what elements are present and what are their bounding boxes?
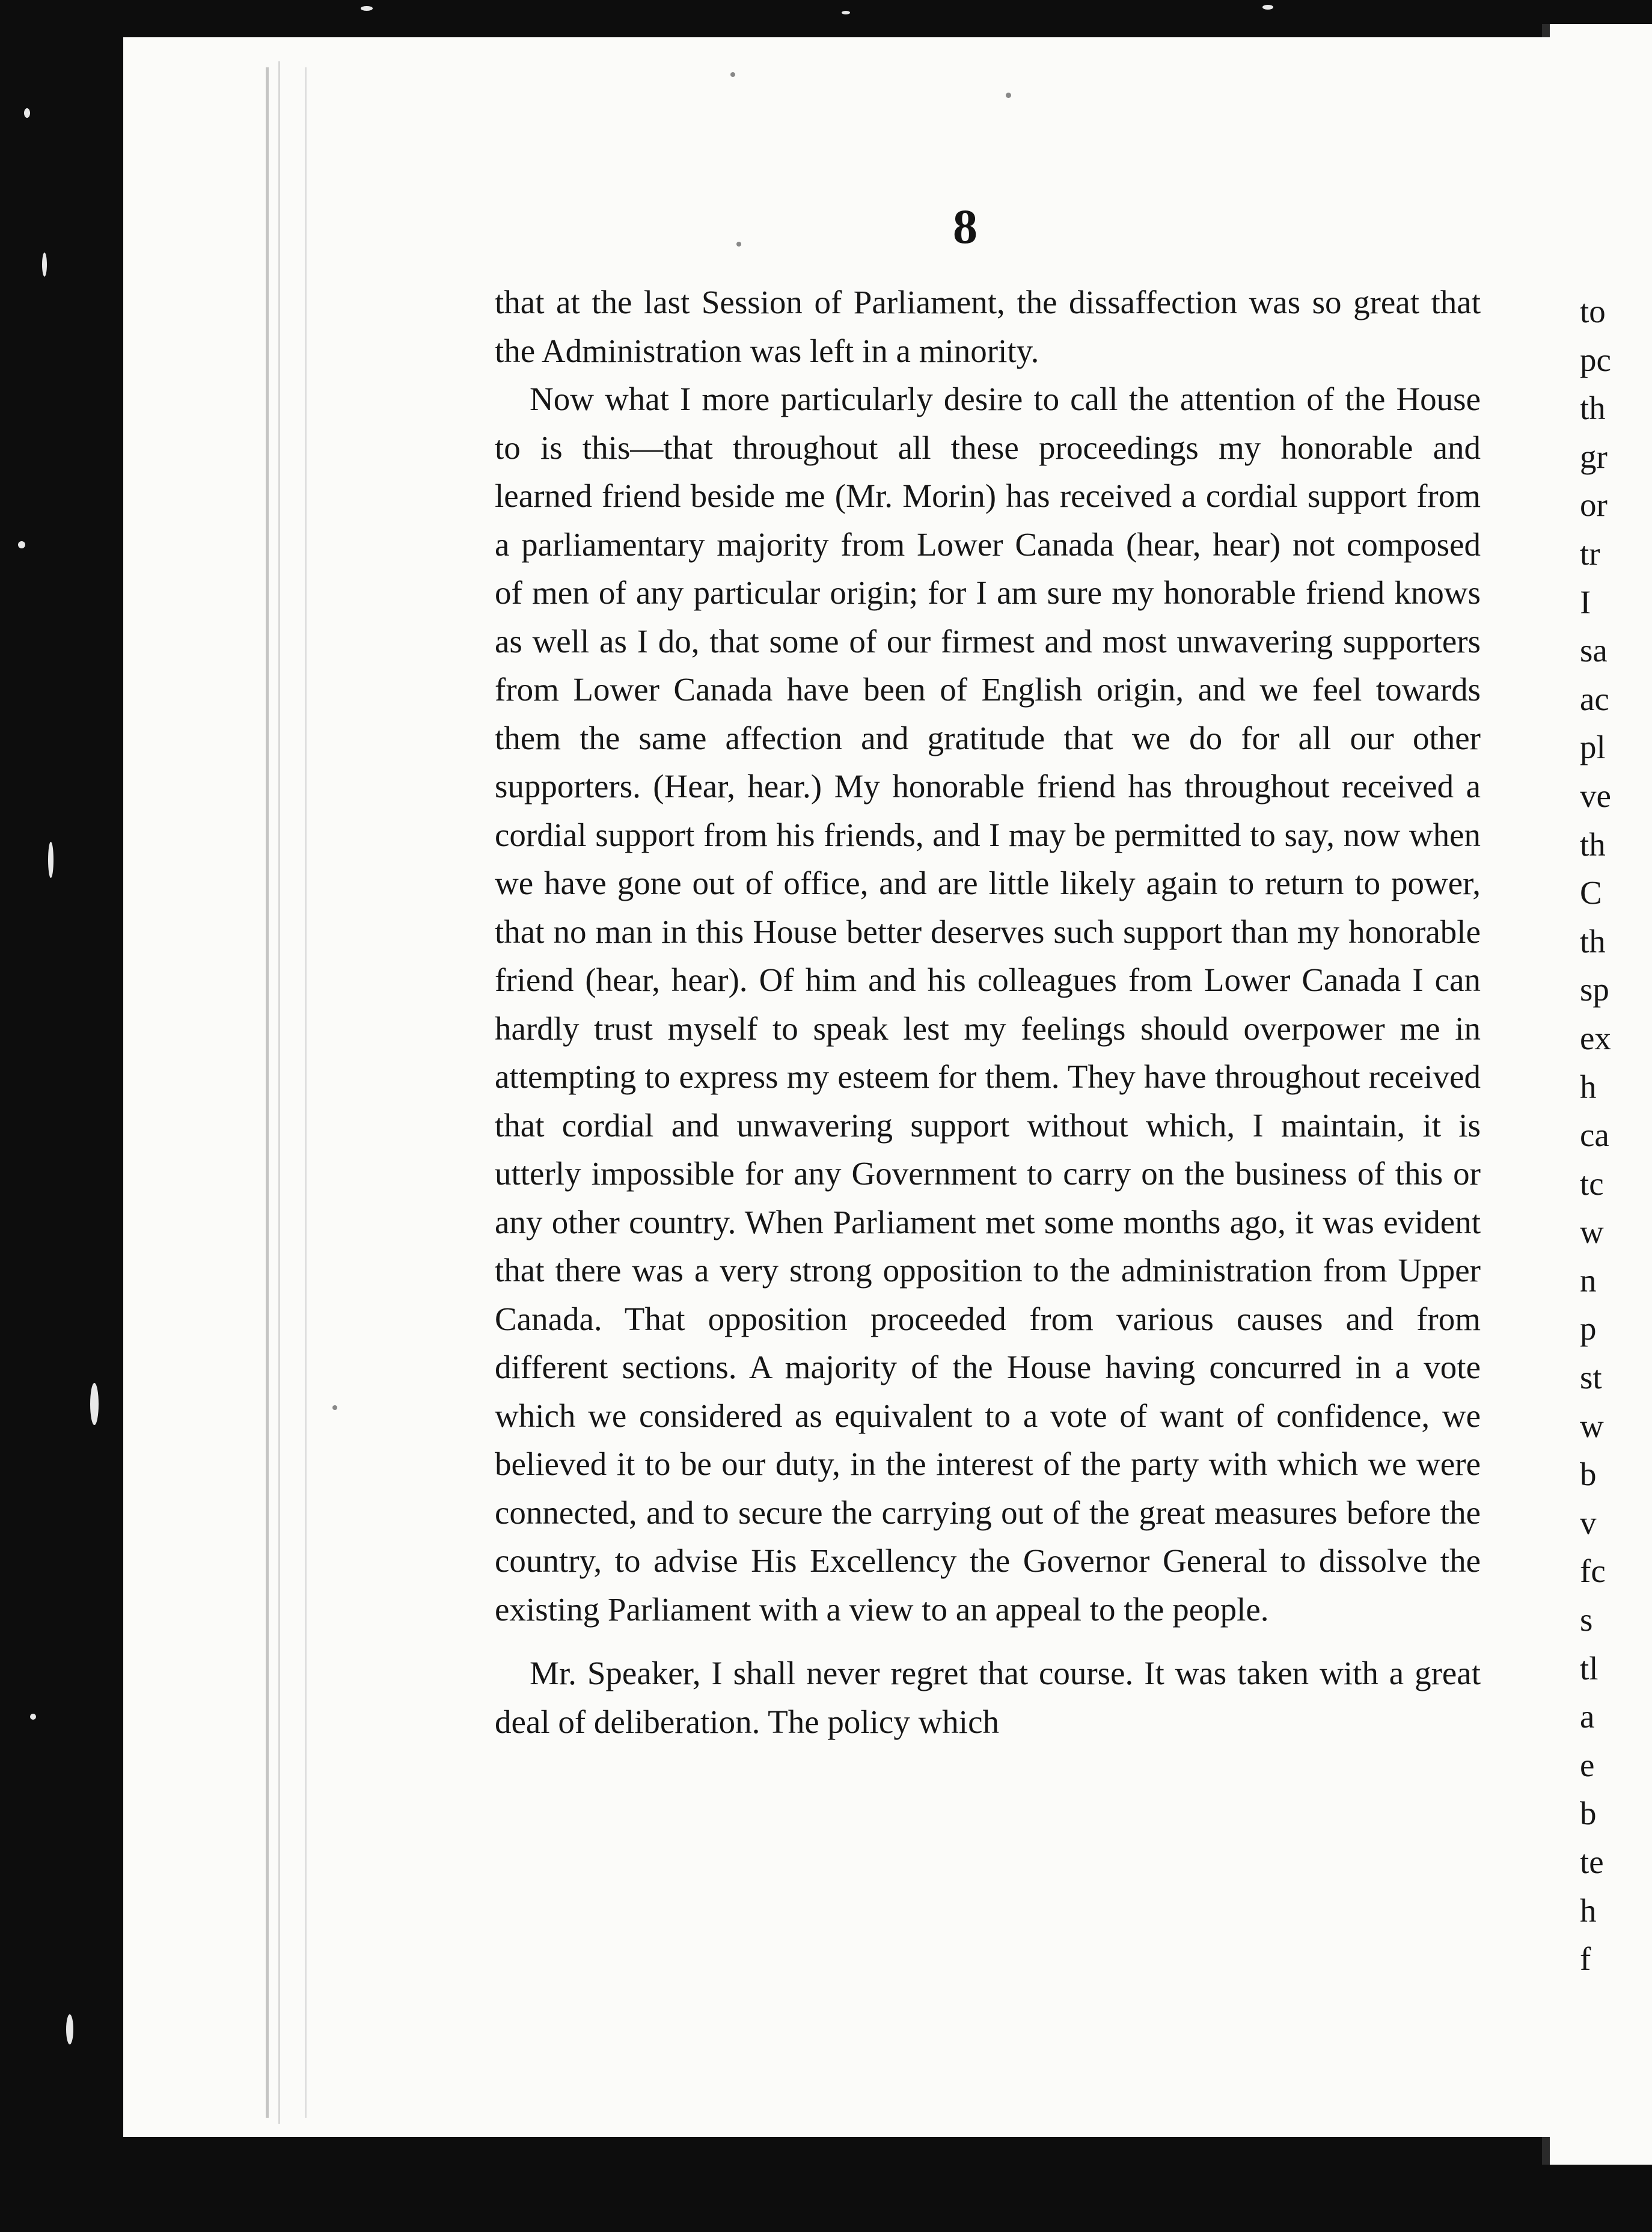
scan-speck (42, 253, 47, 277)
facing-page-line: v (1580, 1504, 1597, 1541)
ink-fleck (730, 72, 735, 77)
facing-page-line: pl (1580, 729, 1606, 766)
facing-page-line: w (1580, 1407, 1604, 1444)
ink-fleck (736, 242, 741, 247)
facing-page-line: h (1580, 1068, 1597, 1105)
scan-speck (90, 1383, 99, 1425)
facing-page-line: b (1580, 1456, 1597, 1493)
facing-page-line: tr (1580, 535, 1600, 572)
facing-page-line: pc (1580, 341, 1611, 378)
body-text (495, 278, 1481, 1746)
page-number: 8 (953, 199, 977, 254)
paragraph: Now what I more particularly desire to call the attention of the House to is this—that throughout all these proceedings my honorable and learned friend beside me (Mr. Morin) has received a cordial support from a parliamentary majority from Lower Canada (hear, hear) not composed of men of any particular origin; for I am sure my honorable friend knows as well as I do, that some of our firmest and most unwavering supporters from Lower Canada have been of English origin, and we feel towards them the same affection and gratitude that we do for all our other supporters. (Hear, hear.) My honorable friend has throughout received a cordial support from his friends, and I may be permitted to say, now when we have gone out of office, and are little likely again to return to power, that no man in this House better deserves such support than my honorable friend (hear, hear). Of him and his colleagues from Lower Canada I can hardly trust myself to speak lest my feelings should overpower me in attempting to express my esteem for them. They have throughout received that cordial and unwavering support without which, I maintain, it is utterly impossible for any Government to carry on the business of this or any other country. When Parliament met some months ago, it was evident that there was a very strong opposition to the administration from Upper Canada. That opposition proceeded from various causes and from different sections. A majority of the House having concurred in a vote which we considered as equivalent to a vote of want of confidence, we believed it to be our duty, in the interest of the party with which we were connected, and to secure the carrying out of the great measures before the country, to advise His Excellency the Governor General to dissolve the existing Parliament with a view to an appeal to the people. (495, 381, 1481, 1628)
facing-page-line: th (1580, 390, 1606, 427)
facing-page-line: gr (1580, 438, 1608, 475)
facing-page-line: ac (1580, 680, 1609, 717)
facing-page-text (1580, 287, 1611, 1984)
ink-fleck (332, 1405, 337, 1410)
facing-page-line: or (1580, 486, 1608, 524)
scan-speck (361, 6, 373, 11)
facing-page-line: te (1580, 1844, 1604, 1880)
facing-page-line: tl (1580, 1649, 1598, 1687)
facing-page-line: th (1580, 826, 1606, 863)
facing-page-line: th (1580, 922, 1606, 960)
scan-speck (24, 108, 30, 118)
facing-page-line: I (1580, 583, 1591, 621)
facing-page-line: sp (1580, 971, 1609, 1008)
facing-page-line: p (1580, 1310, 1597, 1347)
facing-page-line: C (1580, 874, 1602, 912)
scan-speck (842, 11, 850, 14)
scan-speck (48, 842, 54, 878)
facing-page-line: tc (1580, 1165, 1604, 1202)
facing-page-line: to (1580, 293, 1606, 330)
facing-page-line: w (1580, 1213, 1604, 1251)
paragraph: Mr. Speaker, I shall never regret that course. It was taken with a great deal of deliberation. The policy which (495, 1655, 1481, 1740)
ink-fleck (1006, 93, 1011, 98)
facing-page-line: ca (1580, 1117, 1609, 1154)
scan-speck (30, 1714, 36, 1720)
facing-page-line: h (1580, 1892, 1597, 1929)
facing-page-line: b (1580, 1795, 1597, 1832)
scan-speck (18, 541, 25, 548)
paragraph: that at the last Session of Parliament, the dissaffection was so great that the Administration was left in a minority. (495, 284, 1481, 369)
facing-page-line: fc (1580, 1553, 1606, 1590)
scan-speck (1262, 5, 1273, 10)
facing-page-line: f (1580, 1940, 1591, 1978)
facing-page-line: a (1580, 1698, 1595, 1735)
scan-speck (66, 2014, 73, 2044)
facing-page-line: ve (1580, 777, 1611, 814)
facing-page-line: e (1580, 1746, 1595, 1783)
page-fold-line (278, 61, 304, 2124)
facing-page-line: s (1580, 1601, 1593, 1639)
facing-page-line: n (1580, 1262, 1597, 1299)
facing-page-line: sa (1580, 632, 1608, 669)
facing-page-line: ex (1580, 1019, 1611, 1056)
facing-page-line: st (1580, 1359, 1602, 1396)
